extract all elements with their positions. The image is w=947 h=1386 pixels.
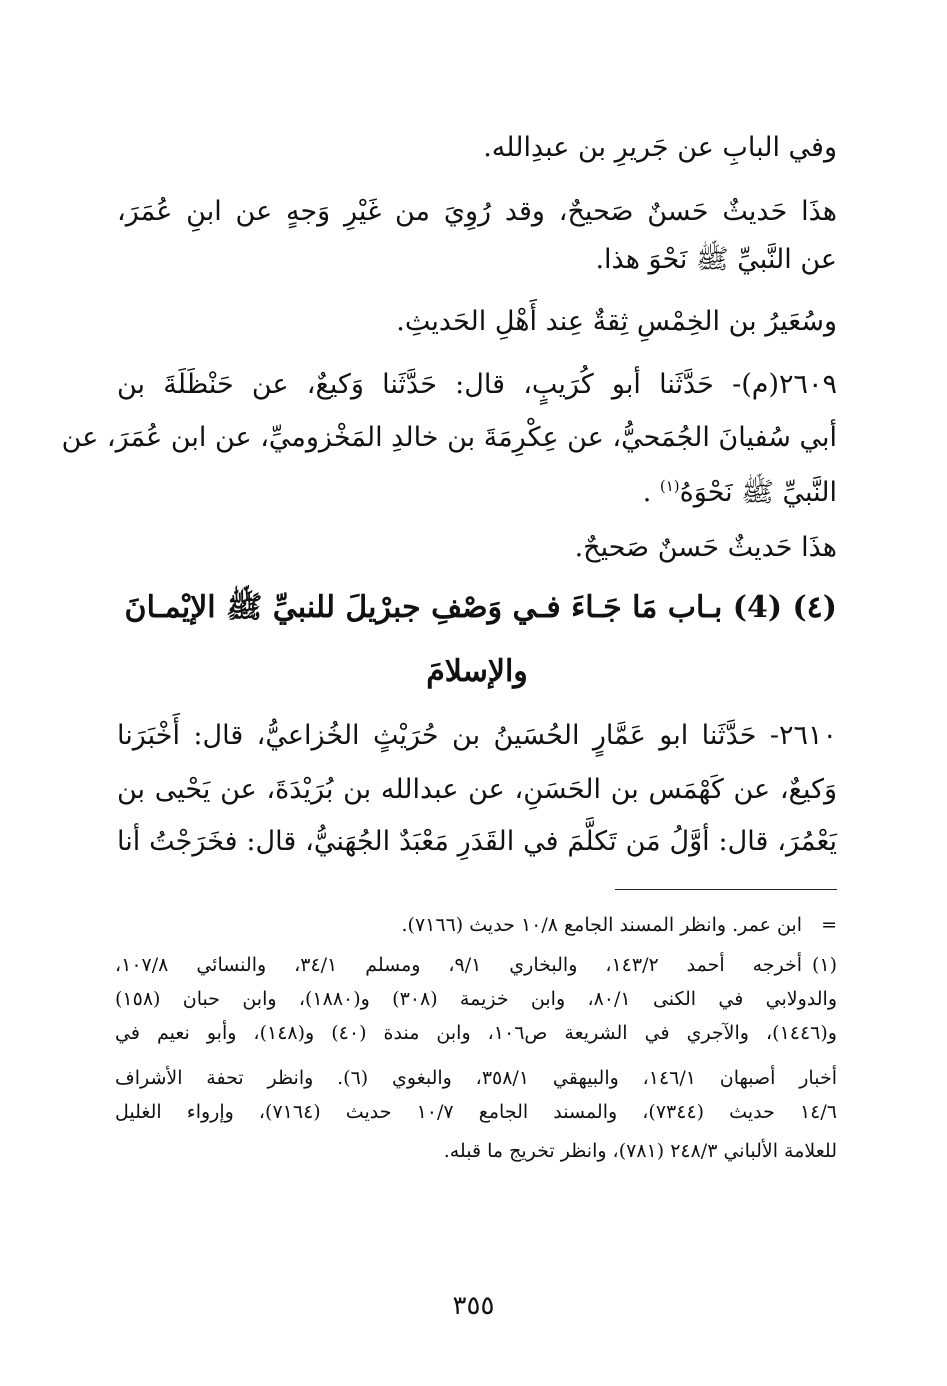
hadith-line: ٢٦١٠- حَدَّثَنا ابو عَمَّارٍ الحُسَينُ بن حُرَيْثٍ الخُزاعيُّ، قال: أَخْبَرَنا — [117, 720, 837, 751]
footnote-line: والدولابي في الكنى ٨٠/١، وابن خزيمة (٣٠٨) و(١٨٨٠)، وابن حبان (١٥٨) — [115, 988, 837, 1010]
body-line: وفي البابِ عن جَريرِ بن عبدِالله. — [483, 132, 837, 163]
chapter-heading: (٤) (4) بـاب مَا جَـاءَ فـي وَصْفِ جبرْيلَ للنبيِّ ﷺ الإيْمـانَ — [124, 590, 837, 625]
body-line: هذَا حَديثٌ حَسنٌ صَحيحٌ، وقد رُوِيَ من غَيْرِ وَجهٍ عن ابنِ عُمَرَ، — [117, 196, 837, 227]
chapter-heading-continued: والإسلامَ — [426, 654, 528, 689]
hadith-line: وَكيعٌ، عن كَهْمَس بن الحَسَنِ، عن عبدالله بن بُرَيْدَةَ، عن يَحْيى بن — [117, 774, 837, 805]
footnote-continuation-mark: = — [821, 914, 837, 936]
hadith-line: يَعْمُرَ، قال: أوَّلُ مَن تَكلَّمَ في القَدَرِ مَعْبَدٌ الجُهَنيُّ، قال: فخَرَجْتُ أنا — [117, 826, 837, 857]
hadith-line: أبي سُفيانَ الجُمَحيُّ، عن عِكْرِمَةَ بن خالدِ المَخْزوميِّ، عن ابن عُمَرَ، عن — [61, 422, 837, 453]
hadith-line: ٢٦٠٩(م)- حَدَّثَنا أبو كُرَيبٍ، قال: حَدَّثَنا وَكيعٌ، عن حَنْظَلَةَ بن — [117, 369, 837, 400]
hadith-line: النَّبيِّ ﷺ نَحْوَهُ$^{(١)}$ . — [642, 477, 837, 508]
footnote-reference: (١) — [659, 477, 680, 495]
footnote-number: (١) — [811, 954, 837, 976]
footnote-continuation: ابن عمر. وانظر المسند الجامع ١٠/٨ حديث (٧١٦٦). — [401, 914, 802, 936]
footnote-line: أخرجه أحمد ١٤٣/٢، والبخاري ٩/١، ومسلم ٣٤/١، والنسائي ١٠٧/٨، — [115, 954, 803, 976]
footnote-line: أخبار أصبهان ١٤٦/١، والبيهقي ٣٥٨/١، والبغوي (٦). وانظر تحفة الأشراف — [115, 1067, 837, 1089]
page-number: ٣٥٥ — [452, 1291, 495, 1321]
body-line: وسُعَيرُ بن الخِمْسِ ثِقةٌ عِند أَهْلِ الحَديثِ. — [396, 306, 837, 337]
footnote-divider — [615, 889, 837, 890]
body-line: هذَا حَديثٌ حَسنٌ صَحيحٌ. — [574, 532, 837, 563]
footnote-line: ١٤/٦ حديث (٧٣٤٤)، والمسند الجامع ١٠/٧ حديث (٧١٦٤)، وإرواء الغليل — [115, 1101, 837, 1123]
hadith-text: النَّبيِّ ﷺ نَحْوَهُ — [679, 477, 837, 508]
body-line: عن النَّبيِّ ﷺ نَحْوَ هذا. — [595, 244, 837, 275]
footnote-line: و(١٤٤٦)، والآجري في الشريعة ص١٠٦، وابن مندة (٤٠) و(١٤٨)، وأبو نعيم في — [115, 1022, 837, 1044]
footnote-line: للعلامة الألباني ٢٤٨/٣ (٧٨١)، وانظر تخريج ما قبله. — [443, 1140, 837, 1162]
